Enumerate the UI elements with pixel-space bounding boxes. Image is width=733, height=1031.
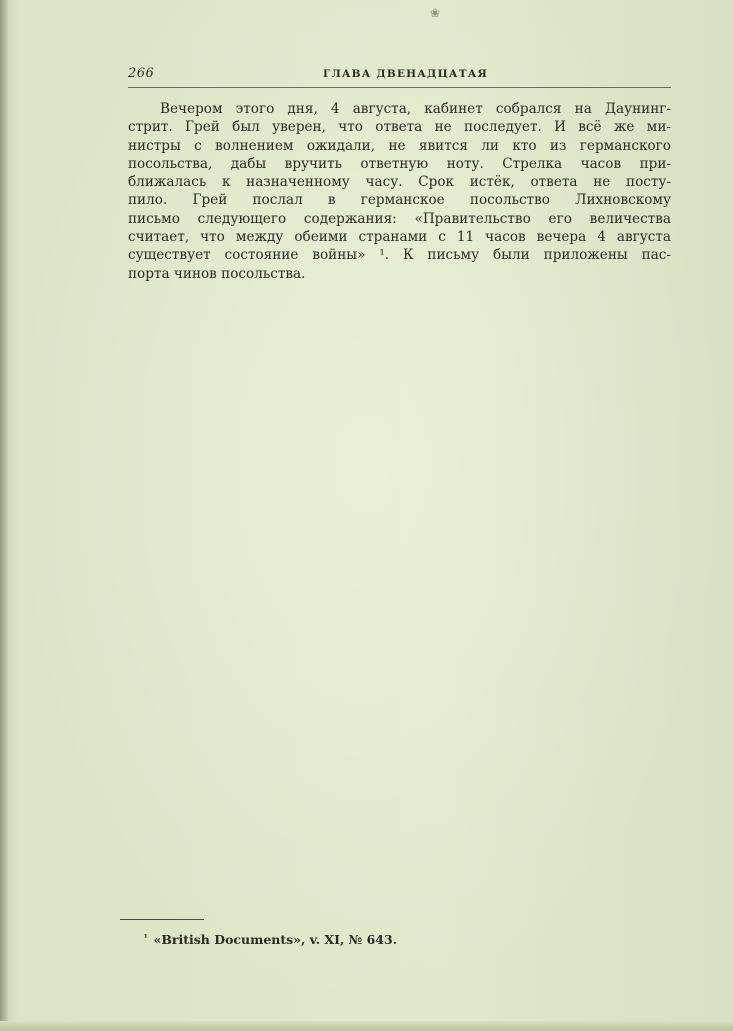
footnote [144,932,397,947]
footnote-rule [120,919,204,920]
text-line: считает, что между обеими странами с 11 часов вечера 4 августа [128,229,671,246]
text-line: существует состояние войны» ¹. К письму были приложены пас- [128,247,671,264]
text-line: посольства, дабы вручить ответную ноту. Стрелка часов при- [128,155,671,172]
page-number: 266 [128,66,155,81]
text-line: порта чинов посольства. [128,265,306,282]
header-rule [128,87,671,88]
text-line: нистры с волнением ожидали, не явится ли кто из германского [128,137,671,154]
footnote-text: «British Documents», v. XI, № 643. [153,932,398,947]
text-line: ближалась к назначенному часу. Срок истёк, ответа не посту- [128,174,671,191]
body-paragraph [128,100,671,283]
page-bottom-edge [0,1021,733,1031]
text-line: стрит. Грей был уверен, что ответа не последует. И всё же ми- [128,119,671,136]
text-line: письмо следующего содержания: «Правительство его величества [128,210,671,227]
library-stamp-icon: ❀ [429,6,441,20]
running-title: ГЛАВА ДВЕНАДЦАТАЯ [323,68,488,80]
text-line: пило. Грей послал в германское посольство Лихновскому [128,192,671,209]
page-header [128,66,671,88]
page-spine-edge [0,0,8,1031]
footnote-marker: ¹ [144,932,148,942]
text-line: Вечером этого дня, 4 августа, кабинет собрался на Даунинг- [160,101,671,117]
